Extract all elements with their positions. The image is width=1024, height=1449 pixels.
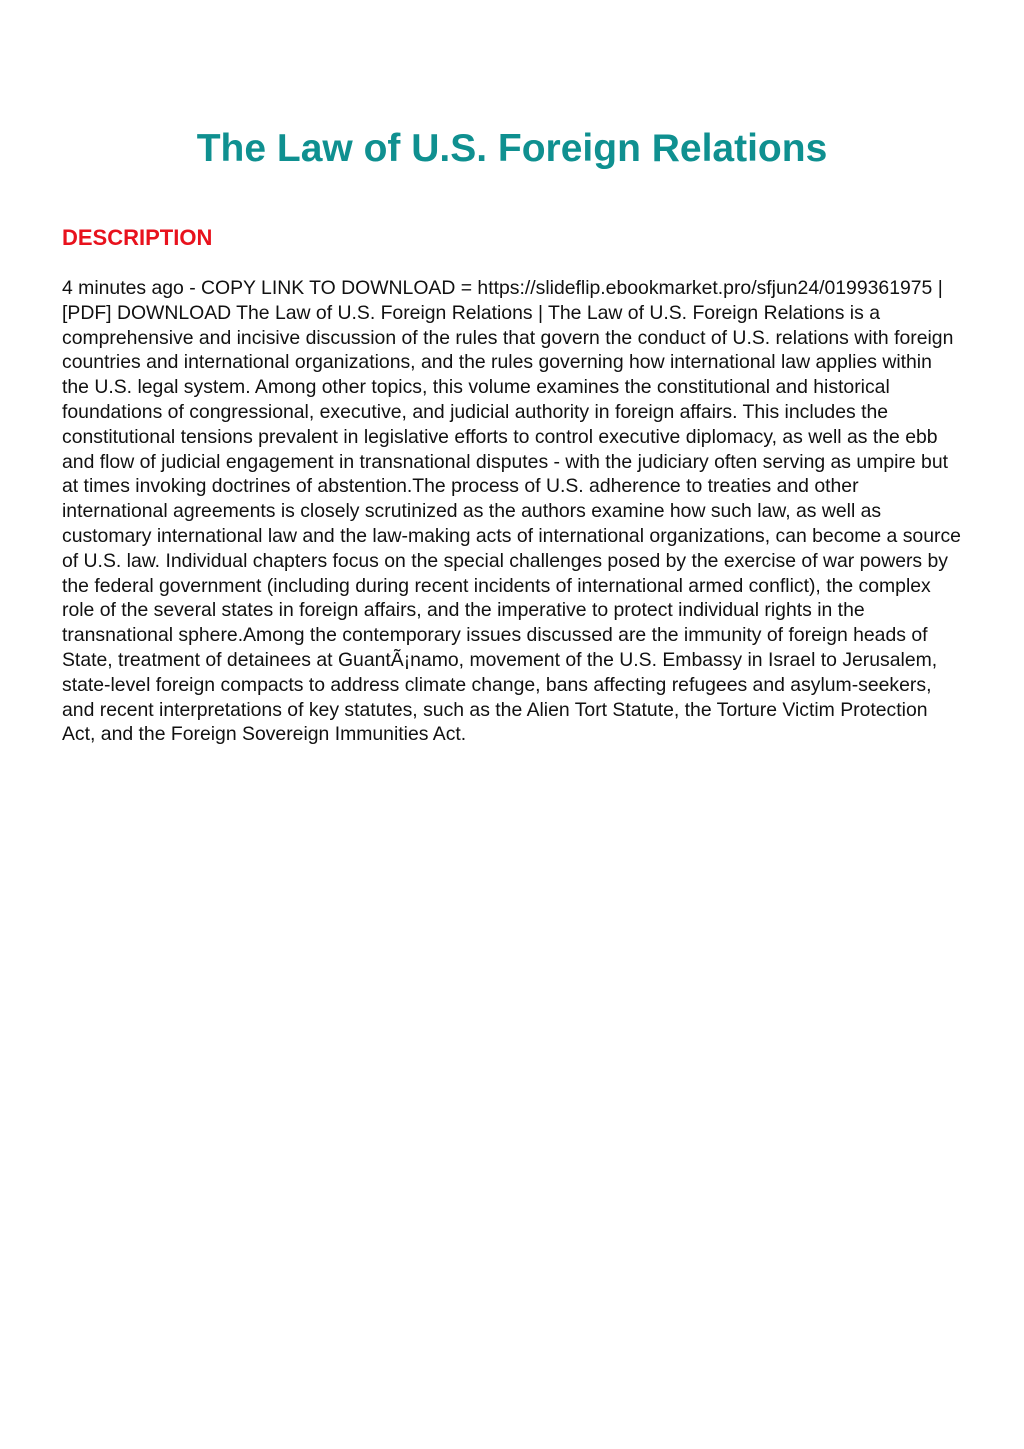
document-title: The Law of U.S. Foreign Relations: [196, 127, 828, 170]
description-heading: DESCRIPTION: [62, 225, 213, 250]
description-text: 4 minutes ago - COPY LINK TO DOWNLOAD = https://slideflip.ebookmarket.pro/sfjun24/0199361975 | [PDF] DOWNLOAD The Law of U.S. Foreign Relations | The Law of U.S. Foreign Relations is a comprehensive and incisive discussion of the rules that govern the conduct of U.S. relations with foreign countries and international organizations, and the rules governing how international law applies within the U.S. legal system. Among other topics, this volume examines the constitutional and historical foundations of congressional, executive, and judicial authority in foreign affairs. This includes the constitutional tensions prevalent in legislative efforts to control executive diplomacy, as well as the ebb and flow of judicial engagement in transnational disputes - with the judiciary often serving as umpire but at times invoking doctrines of abstention.The process of U.S. adherence to treaties and other international agreements is closely scrutinized as the authors examine how such law, as well as customary international law and the law-making acts of international organizations, can become a source of U.S. law. Individual chapters focus on the special challenges posed by the exercise of war powers by the federal government (including during recent incidents of international armed conflict), the complex role of the several states in foreign affairs, and the imperative to protect individual rights in the transnational sphere.Among the contemporary issues discussed are the immunity of foreign heads of State, treatment of detainees at GuantÃ¡namo, movement of the U.S. Embassy in Israel to Jerusalem, state-level foreign compacts to address climate change, bans affecting refugees and asylum-seekers, and recent interpretations of key statutes, such as the Alien Tort Statute, the Torture Victim Protection Act, and the Foreign Sovereign Immunities Act.: [62, 277, 961, 746]
